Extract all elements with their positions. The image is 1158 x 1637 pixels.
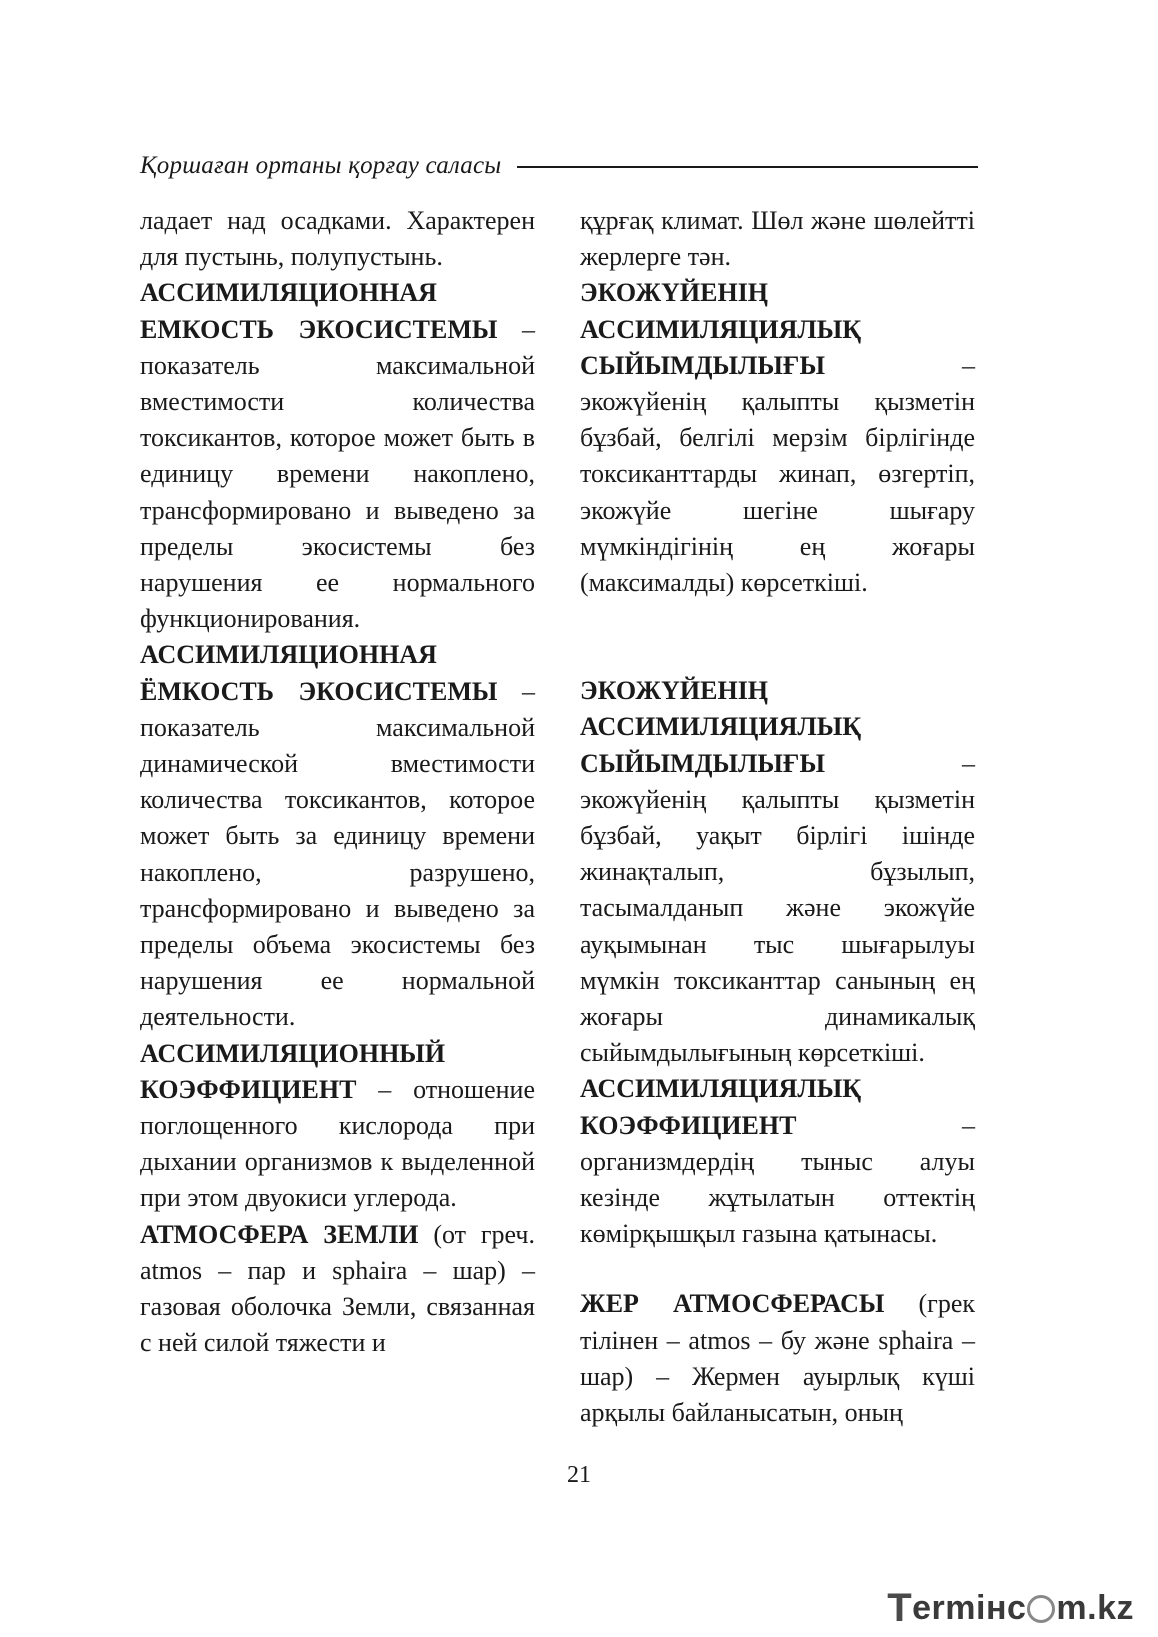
right-column	[580, 203, 975, 1431]
entry-definition: – экожүйенің қалыпты қызметін бұзбай, уақыт бірлігі ішінде жинақталып, бұзылып, тасымалданып және экожүйе ауқымынан тыс шығарылуы мүмкін токсиканттар санының ең жоғары динамикалық сыйымдылығының көрсеткіші.	[580, 748, 975, 1068]
entry-term: АССИМИЛЯЦИОННАЯ ЕМКОСТЬ ЭКОСИСТЕМЫ	[140, 278, 498, 344]
right-entry-4	[580, 1286, 975, 1431]
entry-definition: – организмдердің тыныс алуы кезінде жұтылатын оттектің көмірқышқыл газына қатынасы.	[580, 1110, 975, 1249]
entry-term: АССИМИЛЯЦИОННЫЙ КОЭФФИЦИЕНТ	[140, 1038, 446, 1104]
right-entry-1	[580, 275, 975, 601]
entry-definition: – экожүйенің қалыпты қызметін бұзбай, белгілі мерзім бірлігінде токсиканттарды жинап, өзгертіп, экожүйе шегіне шығару мүмкіндігінің ең жоғары (максималды) көрсеткіші.	[580, 350, 975, 598]
termincom-logo	[887, 1586, 1134, 1631]
left-entry-3	[140, 1036, 535, 1217]
column-gap	[580, 601, 975, 673]
entry-term: АССИМИЛЯЦИОННАЯ ЁМКОСТЬ ЭКОСИСТЕМЫ	[140, 640, 498, 706]
left-column	[140, 203, 535, 1362]
right-entry-2	[580, 673, 975, 1071]
logo-text: ermінc	[912, 1589, 1027, 1627]
magnifier-icon	[1027, 1595, 1055, 1623]
running-header	[140, 146, 978, 186]
logo-letter: T	[887, 1586, 913, 1630]
entry-term: ЖЕР АТМОСФЕРАСЫ	[580, 1289, 885, 1319]
entry-definition: (от греч. atmos – пар и sphaira – шар) – газовая оболочка Земли, связанная с ней силой тяжести и	[140, 1219, 535, 1358]
left-entry-4	[140, 1217, 535, 1362]
left-continuation: ладает над осадками. Характерен для пустынь, полупустынь.	[140, 206, 535, 272]
logo-domain: m.kz	[1056, 1589, 1134, 1627]
left-entry-2	[140, 637, 535, 1035]
entry-definition: – показатель максимальной вместимости количества токсикантов, которое может быть в единицу времени накоплено, трансформировано и выведено за пределы экосистемы без нарушения ее нормального функционирования.	[140, 314, 535, 634]
entry-term: АТМОСФЕРА ЗЕМЛИ	[140, 1219, 419, 1249]
entry-term: ЭКОЖҮЙЕНІҢ АССИМИЛЯЦИЯЛЫҚ СЫЙЫМДЫЛЫҒЫ	[580, 676, 862, 778]
entry-term: ЭКОЖҮЙЕНІҢ АССИМИЛЯЦИЯЛЫҚ СЫЙЫМДЫЛЫҒЫ	[580, 278, 862, 380]
left-entry-1	[140, 275, 535, 637]
page-number: 21	[567, 1462, 591, 1488]
running-header-title: Қоршаған ортаны қорғау саласы	[140, 152, 502, 179]
entry-definition: (грек тілінен – atmos – бу және sphaira – шар) – Жермен ауырлық күші арқылы байланысатын, оның	[580, 1289, 976, 1428]
entry-term: АССИМИЛЯЦИЯЛЫҚ КОЭФФИЦИЕНТ	[580, 1074, 862, 1140]
entry-definition: – отношение поглощенного кислорода при дыхании организмов к выделенной при этом двуокиси углерода.	[140, 1074, 535, 1213]
right-entry-3	[580, 1071, 975, 1252]
entry-definition: – показатель максимальной динамической вместимости количества токсикантов, которое может быть за единицу времени накоплено, разрушено, трансформировано и выведено за пределы объема экосистемы без нарушения ее нормальной деятельности.	[140, 676, 535, 1032]
column-gap	[580, 1252, 975, 1286]
header-rule	[517, 166, 978, 168]
right-continuation: құрғақ климат. Шөл және шөлейтті жерлерге тән.	[580, 206, 975, 272]
